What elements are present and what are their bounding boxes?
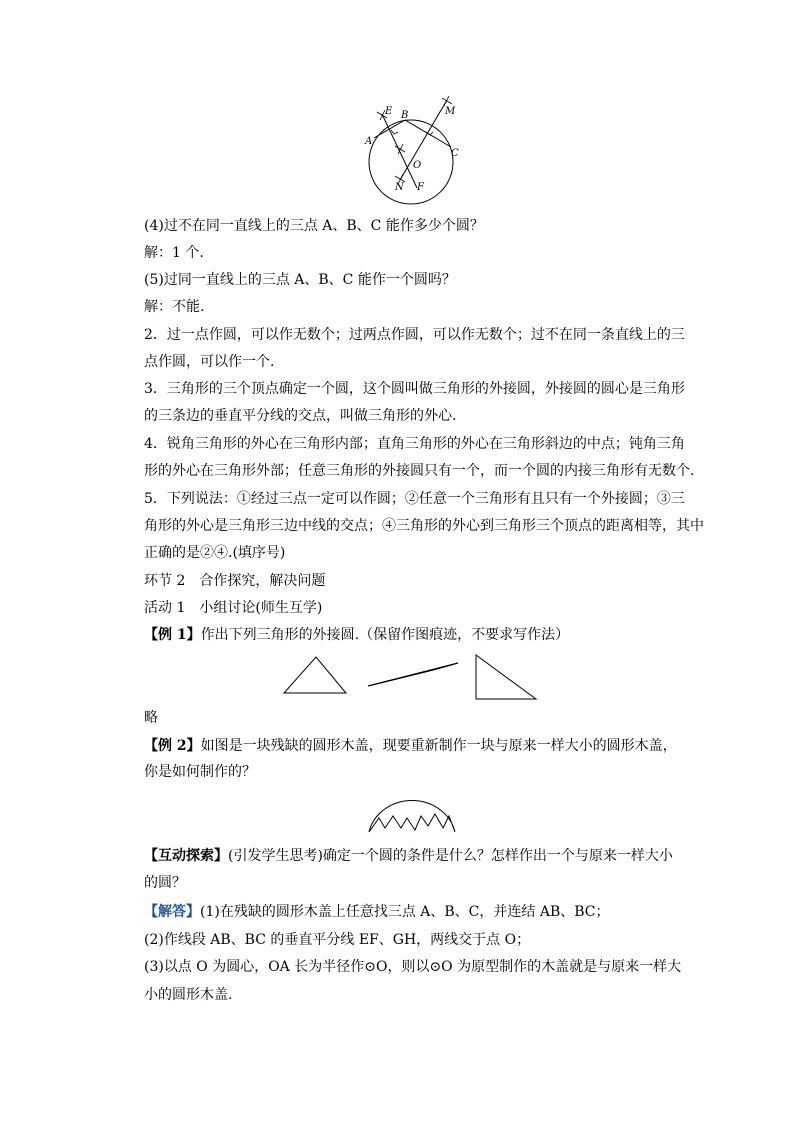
acute-triangle <box>284 657 346 693</box>
label-m: M <box>445 106 456 117</box>
obtuse-triangle-base <box>368 663 458 686</box>
q5-question: (5)过同一直线上的三点 A、B、C 能作一个圆吗？ <box>144 272 456 288</box>
explore-line1 <box>144 846 673 866</box>
solution-tag: 【解答】 <box>144 904 200 920</box>
broken-lid-outline <box>369 800 455 832</box>
label-b: B <box>401 110 409 121</box>
example2-line1 <box>144 736 677 756</box>
solution-line4: 小的圆形木盖. <box>144 987 233 1003</box>
item4-line1: 4．锐角三角形的外心在三角形内部；直角三角形的外心在三角形斜边的中点；钝角三角 <box>144 436 685 452</box>
item4-line2: 形的外心在三角形外部；任意三角形的外接圆只有一个，而一个圆的内接三角形有无数个. <box>144 463 695 479</box>
example2-tag: 【例 2】 <box>144 738 201 754</box>
example1 <box>144 625 569 645</box>
label-n: N <box>395 182 404 193</box>
explore-line2: 的圆？ <box>144 875 186 891</box>
example1-tag: 【例 1】 <box>144 627 201 643</box>
solution-line3: (3)以点 O 为圆心，OA 长为半径作⊙O，则以⊙O 为原型制作的木盖就是与原来一样大 <box>144 959 682 975</box>
solution-text: (1)在残缺的圆形木盖上任意找三点 A、B、C，并连结 AB、BC； <box>200 904 610 920</box>
triangles-figure <box>282 653 542 703</box>
item2-line2: 点作圆，可以作一个. <box>144 354 275 370</box>
item2-line1: 2．过一点作圆，可以作无数个；过两点作圆，可以作无数个；过不在同一条直线上的三 <box>144 327 685 343</box>
q4-question: (4)过不在同一直线上的三点 A、B、C 能作多少个圆？ <box>144 218 484 234</box>
label-c: C <box>451 148 459 159</box>
solution-line1 <box>144 902 610 922</box>
section-heading: 环节 2 合作探究，解决问题 <box>144 573 326 589</box>
solution-line2: (2)作线段 AB、BC 的垂直平分线 EF、GH，两线交于点 O； <box>144 932 531 948</box>
q5-answer: 解：不能. <box>144 299 205 315</box>
q4-answer: 解：1 个. <box>144 245 204 261</box>
example2-text: 如图是一块残缺的圆形木盖，现要重新制作一块与原来一样大小的圆形木盖， <box>200 738 677 754</box>
activity-heading: 活动 1 小组讨论(师生互学) <box>144 600 323 616</box>
item5-line1: 5．下列说法：①经过三点一定可以作圆；②任意一个三角形有且只有一个外接圆；③三 <box>144 491 685 507</box>
right-triangle <box>476 655 536 699</box>
item5-line2: 角形的外心是三角形三边中线的交点；④三角形的外心到三角形三个顶点的距离相等，其中 <box>144 518 704 534</box>
label-a: A <box>365 136 373 147</box>
explore-tag: 【互动探索】 <box>144 848 228 864</box>
explore-text: (引发学生思考)确定一个圆的条件是什么？怎样作出一个与原来一样大小 <box>228 848 673 864</box>
item5-line3: 正确的是②④.(填序号) <box>144 545 286 561</box>
example2-line2: 你是如何制作的？ <box>144 764 256 780</box>
broken-lid-figure <box>365 788 460 838</box>
label-e: E <box>385 106 393 117</box>
example1-answer: 略 <box>144 710 158 726</box>
item3-line1: 3．三角形的三个顶点确定一个圆，这个圆叫做三角形的外接圆，外接圆的圆心是三角形 <box>144 381 685 397</box>
label-o: O <box>413 160 422 171</box>
item3-line2: 的三条边的垂直平分线的交点，叫做三角形的外心. <box>144 408 457 424</box>
example1-text: 作出下列三角形的外接圆.（保留作图痕迹，不要求写作法） <box>200 627 570 643</box>
circle-construction-figure <box>355 92 475 207</box>
label-f: F <box>417 182 424 193</box>
